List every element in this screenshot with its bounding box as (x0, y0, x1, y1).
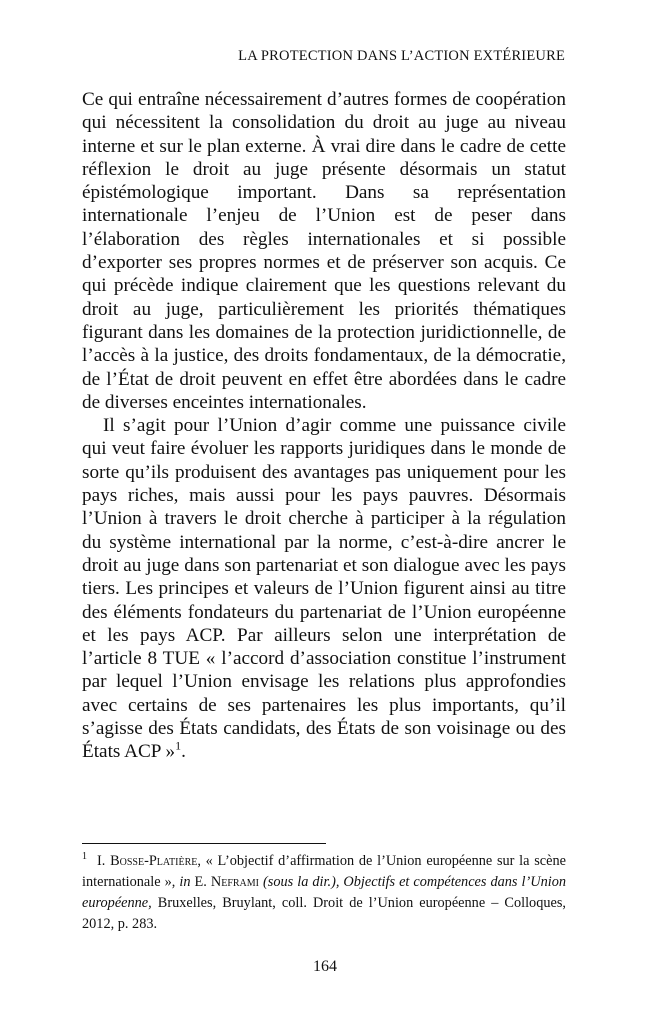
paragraph-2 (82, 414, 566, 763)
footnote (82, 851, 566, 935)
footnote-editor-name: Neframi (210, 874, 259, 890)
footnote-author-initial: I. (97, 853, 111, 869)
footnote-editor-initial: E. (190, 874, 211, 890)
footnote-in: in (179, 874, 191, 890)
paragraph-2-text: Il s’agit pour l’Union d’agir comme une puissance civile qui veut faire évoluer les rapports juridiques dans le monde de sorte qu’ils produisent des avantages pas uniquement pour les pays riches, mais aussi pour les pays pauvres. Désormais l’Union à travers le droit cherche à participer à la régulation du système international par la norme, c’est-à-dire ancrer le droit au juge dans son partenariat et son dialogue avec les pays tiers. Les principes et valeurs de l’Union figurent ainsi au titre des éléments fondateurs du partenariat de l’Union européenne et les pays ACP. Par ailleurs selon une interprétation de l’article 8 TUE « l’accord d’association constitue l’instrument par lequel l’Union envisage les relations plus approfondies avec certains de ses partenaires les plus importants, qu’il s’agisse des États candidats, des États de son voisinage ou des États ACP » (82, 415, 566, 763)
main-text (82, 88, 566, 764)
paragraph-1: Ce qui entraîne nécessairement d’autres formes de coopération qui nécessitent la consolidation du droit au juge au niveau interne et sur le plan externe. À vrai dire dans le cadre de cette réflexion le droit au juge présente désormais un statut épistémologique important. Dans sa représentation internationale l’enjeu de l’Union est de peser dans l’élaboration des règles internationales et si possible d’exporter ses propres normes et de préserver son acquis. Ce qui précède indique clairement que les questions relevant du droit au juge, particulièrement les priorités thématiques figurant dans les domaines de la protection juridictionnelle, de l’accès à la justice, des droits fondamentaux, de la démocratie, de l’État de droit peuvent en effet être abordées dans le cadre de diverses enceintes internationales. (82, 89, 566, 413)
running-head: LA PROTECTION DANS L’ACTION EXTÉRIEURE (238, 48, 565, 64)
paragraph-2-end: . (181, 741, 186, 763)
footnote-separator (82, 843, 326, 844)
footnote-text-3: Bruxelles, Bruylant, coll. Droit de l’Union européenne – Colloques, 2012, p. 283. (82, 895, 566, 932)
footnote-1 (82, 851, 566, 935)
footnote-text-1: , « L’objectif d’affirmation de l’Union européenne sur la scène internationale », (82, 853, 566, 890)
footnote-reference[interactable]: 1 (175, 738, 182, 753)
footnote-italic-title: (sous la dir.), Objectifs et compétences dans l’Union européenne, (82, 874, 566, 911)
footnote-number: 1 (82, 851, 87, 863)
footnote-author-name: Bosse-Platière (110, 853, 198, 869)
page-number: 164 (313, 958, 337, 975)
